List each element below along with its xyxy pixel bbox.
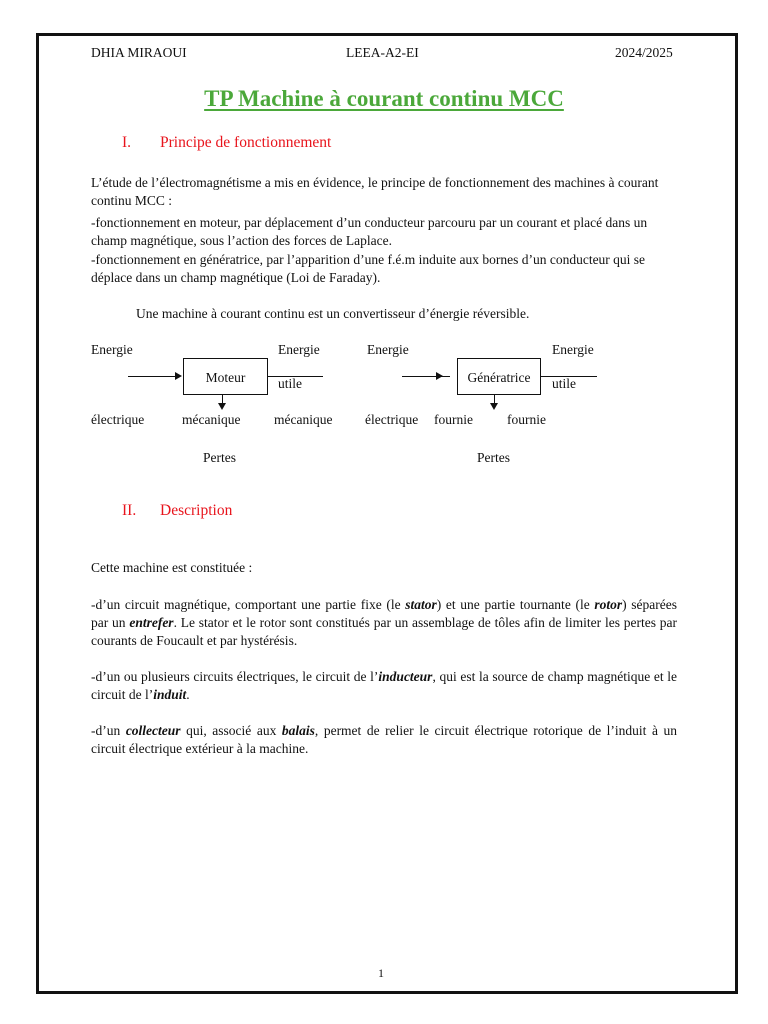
header-class: LEEA-A2-EI — [346, 45, 419, 60]
generator-input-label-bottom: électrique — [365, 412, 419, 427]
generator-input-label-top: Energie — [367, 342, 409, 357]
generator-output-label-top: Energie — [552, 342, 594, 357]
description-item-collector: -d’un collecteur qui, associé aux balais, permet de relier le circuit électrique rotorique de l’induit à un circuit électrique extérieur à la machine. — [91, 723, 677, 756]
section-number: I. — [122, 134, 132, 151]
generator-input-arrow — [436, 372, 443, 380]
motor-box — [183, 358, 268, 395]
generator-loss-label-top: fournie — [434, 412, 473, 427]
page-number: 1 — [378, 966, 384, 980]
description-item-electric-circuits: -d’un ou plusieurs circuits électriques, le circuit de l’inducteur, qui est la source de champ magnétique et le circuit de l’induit. — [91, 669, 677, 702]
generator-loss-label-bottom: Pertes — [477, 450, 510, 465]
header-author: DHIA MIRAOUI — [91, 45, 187, 60]
section-heading-2 — [122, 502, 232, 520]
section-title: Description — [160, 502, 233, 519]
term-inducteur: inducteur — [378, 669, 433, 684]
document-title: TP Machine à courant continu MCC — [204, 86, 564, 111]
term-balais: balais — [281, 723, 315, 738]
motor-output-label-bottom: mécanique — [274, 412, 333, 427]
motor-loss-label-top: mécanique — [182, 412, 241, 427]
term-collecteur: collecteur — [125, 723, 181, 738]
motor-input-label-top: Energie — [91, 342, 133, 357]
generator-output-label-bottom: fournie — [507, 412, 546, 427]
term-entrefer: entrefer — [129, 615, 174, 630]
paragraph-generator: -fonctionnement en génératrice, par l’apparition d’une f.é.m induite aux bornes d’un conducteur qui se déplace dans un champ magnétique (Loi de Faraday). — [91, 252, 646, 285]
generator-box-label: Génératrice — [467, 370, 531, 385]
section-title: Principe de fonctionnement — [160, 134, 332, 151]
motor-loss-arrow — [218, 403, 226, 410]
paragraph-reversible: Une machine à courant continu est un convertisseur d’énergie réversible. — [136, 306, 530, 321]
term-stator: stator — [405, 597, 437, 612]
paragraph-intro: L’étude de l’électromagnétisme a mis en évidence, le principe de fonctionnement des machines à courant continu MCC : — [91, 175, 659, 208]
motor-input-arrow — [175, 372, 182, 380]
term-induit: induit — [153, 687, 187, 702]
section-heading-1 — [122, 134, 331, 152]
generator-output-label-mid: utile — [552, 376, 576, 391]
header-year: 2024/2025 — [615, 45, 673, 60]
description-intro: Cette machine est constituée : — [91, 560, 253, 575]
generator-loss-arrow — [490, 403, 498, 410]
motor-input-label-bottom: électrique — [91, 412, 145, 427]
description-item-magnetic-circuit: -d’un circuit magnétique, comportant une partie fixe (le stator) et une partie tournante (le rotor) séparées par un entrefer. Le stator et le rotor sont constitués par un assemblage de tôles afin de limiter les pertes par courants de Foucault et par hystérésis. — [91, 597, 677, 648]
motor-box-label: Moteur — [205, 370, 246, 385]
motor-loss-label-bottom: Pertes — [203, 450, 236, 465]
term-rotor: rotor — [594, 597, 623, 612]
motor-input-line — [128, 376, 176, 377]
section-number: II. — [122, 502, 137, 519]
motor-output-label-mid: utile — [278, 376, 302, 391]
motor-output-label-top: Energie — [278, 342, 320, 357]
paragraph-motor: -fonctionnement en moteur, par déplacement d’un conducteur parcouru par un courant et placé dans un champ magnétique, sous l’action des forces de Laplace. — [91, 215, 648, 248]
generator-box — [457, 358, 541, 395]
